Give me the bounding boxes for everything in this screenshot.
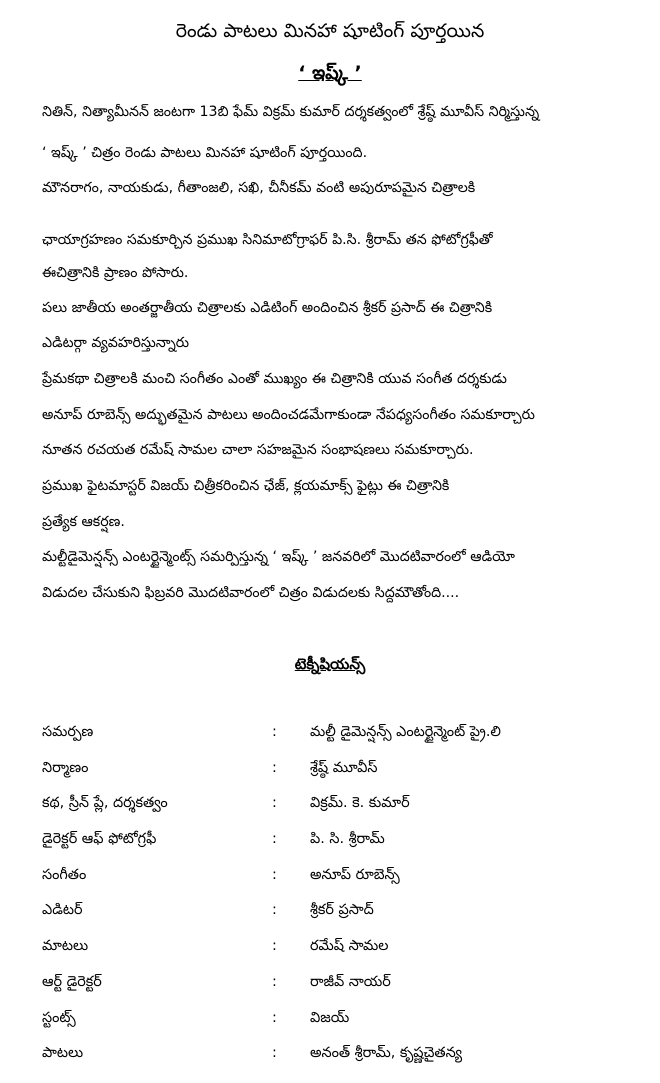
credit-role: మాటలు (42, 938, 89, 955)
paragraph-line: ఛాయాగ్రహణం సమకూర్చిన ప్రముఖ సినిమాటోగ్రాఫర్ పి.సి. శ్రీరామ్ తన ఫోటోగ్రఫీతో (42, 232, 493, 248)
credit-separator: : (272, 795, 277, 812)
paragraph-line: ప్రత్యేక ఆకర్షణ. (42, 514, 125, 530)
credit-separator: : (272, 1045, 277, 1062)
paragraph-line: ప్రముఖ ఫైటమాస్టర్ విజయ్ చిత్రీకరించిన ఛేజ్, క్లయమాక్స్ ఫైట్లు ఈ చిత్రానికి (42, 478, 450, 494)
paragraph-line: అనూప్ రూబెన్స్ అద్భుతమైన పాటలు అందించడమేగాకుండా నేపధ్యసంగీతం సమకూర్చారు (42, 407, 535, 423)
credit-separator: : (272, 724, 277, 740)
credit-name: రాజీవ్ నాయర్ (310, 973, 391, 990)
credit-row (42, 756, 642, 792)
headline: రెండు పాటలు మినహా షూటింగ్ పూర్తయిన (175, 20, 485, 42)
credit-separator: : (272, 902, 277, 919)
credit-name: రమేష్ సామల (310, 938, 389, 955)
credit-separator: : (272, 938, 277, 955)
credit-role: నిర్మాణం (42, 759, 89, 776)
credit-row (42, 934, 642, 970)
credit-role: పాటలు (42, 1045, 84, 1062)
technicians-heading-text: టెక్నీషియన్స్ (294, 655, 366, 673)
credit-name: అనంత్ శ్రీరామ్, కృష్ణచైతన్య (310, 1045, 463, 1062)
credit-role: ఆర్ట్ డైరెక్టర్ (42, 973, 102, 990)
credit-separator: : (272, 831, 277, 848)
credit-role: స్టంట్స్ (42, 1009, 76, 1026)
credit-separator: : (272, 866, 277, 883)
credit-row (42, 970, 642, 1006)
credit-role: డైరెక్టర్ ఆఫ్ ఫోటోగ్రఫీ (42, 831, 157, 848)
paragraph-line: విడుదల చేసుకుని ఫిబ్రవరి మొదటివారంలో చిత్రం విడుదలకు సిద్దమౌతోంది.... (42, 585, 460, 601)
paragraph-line: ఎడిటర్గా వ్యవహరిస్తున్నారు (42, 335, 190, 351)
credit-row (42, 1041, 642, 1077)
technicians-heading (0, 652, 660, 676)
credit-name: శ్రేష్ఠ్ మూవీస్ (310, 759, 378, 776)
credit-separator: : (272, 973, 277, 990)
credit-role: కథ, స్రీన్ ప్లే, దర్శకత్వం (42, 795, 168, 812)
paragraph-line: నితిన్, నిత్యామీనన్ జంటగా 13బి ఫేమ్ విక్రమ్ కుమార్ దర్శకత్వంలో శ్రేష్ఠ్ మూవీస్ నిర్మిస్తున్న (42, 104, 540, 120)
credits-list (42, 720, 642, 1077)
paragraph-line: ఈచిత్రానికి ప్రాణం పోసారు. (42, 265, 189, 281)
credit-name: అనూప్ రూబెన్స్ (310, 866, 400, 883)
credit-role: సమర్పణ (42, 724, 94, 740)
credit-separator: : (272, 759, 277, 776)
paragraph-line: పలు జాతీయ అంతర్జాతీయ చిత్రాలకు ఎడిటింగ్ అందించిన శ్రీకర్ ప్రసాద్ ఈ చిత్రానికి (42, 300, 493, 316)
credit-separator: : (272, 1009, 277, 1026)
movie-title-text: ‘ ఇష్క్ ’ (298, 62, 362, 84)
credit-name: మల్టీ డైమెన్షన్స్ ఎంటర్టైన్మెంట్ ప్రై.లి (310, 724, 501, 740)
movie-title (0, 60, 660, 86)
paragraph-line: ప్రేమకథా చిత్రాలకి మంచి సంగీతం ఎంతో ముఖ్యం ఈ చిత్రానికి యువ సంగీత దర్శకుడు (42, 371, 507, 387)
paragraph-line: నూతన రచయత రమేష్ సామల చాలా సహజమైన సంభాషణలు సమకూర్చారు. (42, 442, 474, 458)
credit-row (42, 827, 642, 863)
paragraph-line: ‘ ఇష్క్ ’ చిత్రం రెండు పాటలు మినహా షూటింగ్ పూర్తయింది. (42, 145, 368, 161)
paragraph-line: మౌనరాగం, నాయకుడు, గీతాంజలి, సఖి, చీనీకమ్ వంటి అపురూపమైన చిత్రాలకి (42, 180, 476, 196)
credit-row (42, 898, 642, 934)
credit-name: విజయ్ (310, 1009, 350, 1026)
credit-role: ఎడిటర్ (42, 902, 83, 919)
credit-row (42, 791, 642, 827)
credit-row (42, 863, 642, 899)
credit-name: పి. సి. శ్రీరామ్ (310, 831, 385, 848)
credit-row (42, 1006, 642, 1042)
credit-role: సంగీతం (42, 866, 87, 883)
credit-name: శ్రీకర్ ప్రసాద్ (310, 902, 374, 919)
credit-name: విక్రమ్. కె. కుమార్ (310, 795, 410, 812)
paragraph-line: మల్టీడైమెన్షన్స్ ఎంటర్టైన్మెంట్స్ సమర్పిస్తున్న ‘ ఇష్క్ ’ జనవరిలో మొదటివారంలో ఆడియో (42, 549, 515, 565)
credit-row (42, 720, 642, 756)
